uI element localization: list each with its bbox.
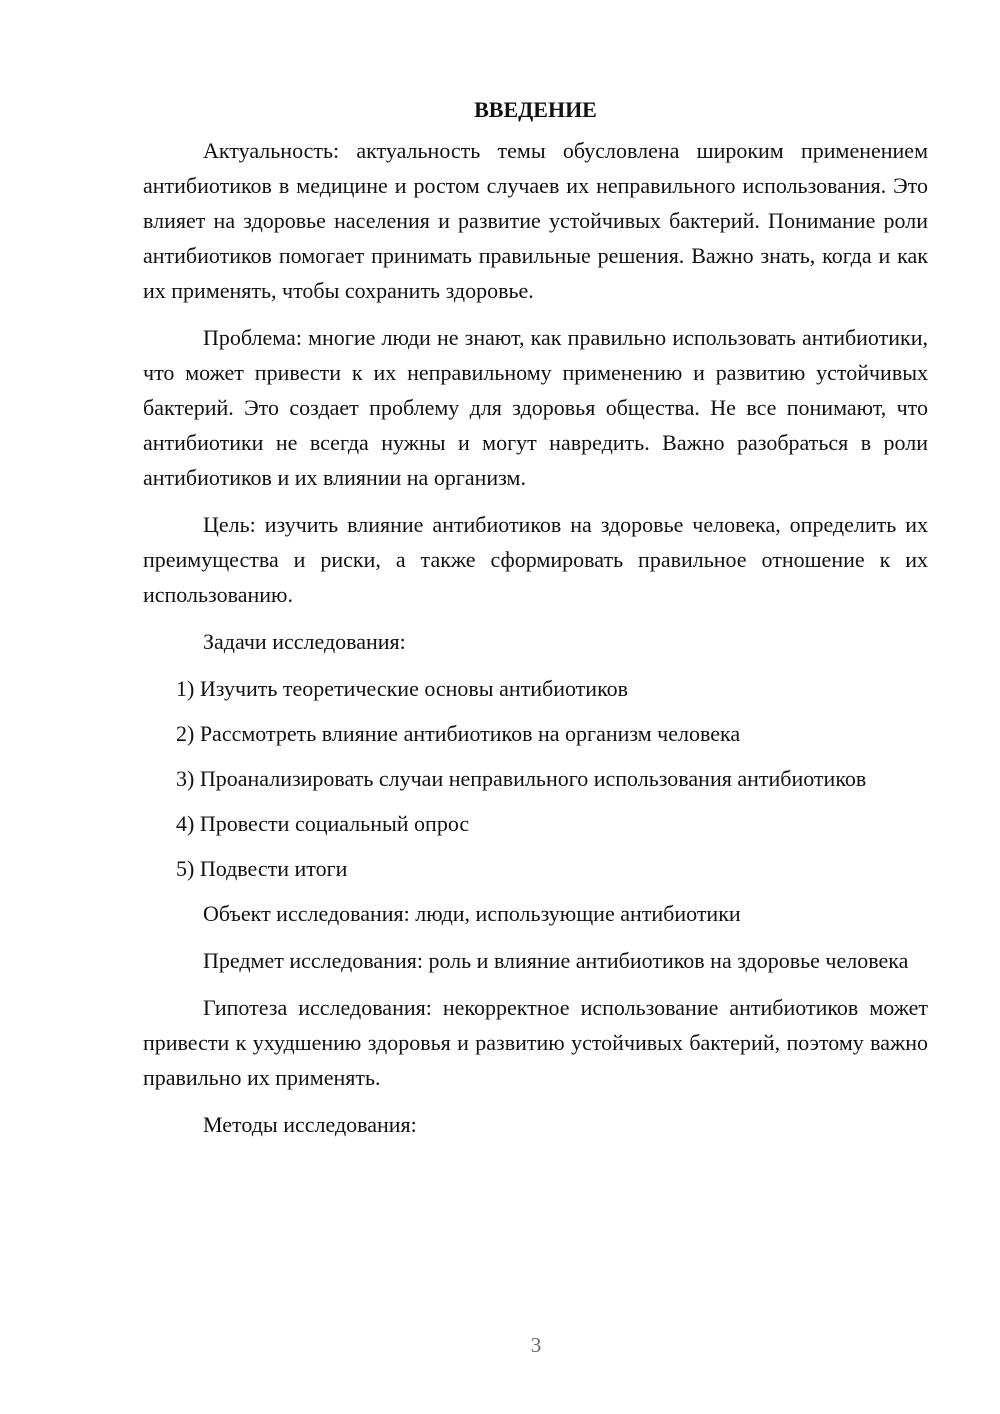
task-item: 3) Проанализировать случаи неправильного использования антибиотиков xyxy=(176,766,867,791)
task-item: 4) Провести социальный опрос xyxy=(176,811,470,836)
goal-paragraph: Цель: изучить влияние антибиотиков на здоровье человека, определить их преимущества и риски, а также сформировать правильное отношение к их использованию. xyxy=(143,512,928,607)
page-number: 3 xyxy=(530,1333,542,1357)
task-item: 1) Изучить теоретические основы антибиотиков xyxy=(176,676,629,701)
object-paragraph: Объект исследования: люди, использующие антибиотики xyxy=(203,901,741,926)
methods-paragraph: Методы исследования: xyxy=(203,1112,417,1137)
problem-paragraph: Проблема: многие люди не знают, как правильно использовать антибиотики, что может привести к их неправильному применению и развитию устойчивых бактерий. Это создает проблему для здоровья общества. Не все понимают, что антибиотики не всегда нужны и могут навредить. Важно разобраться в роли антибиотиков и их влиянии на организм. xyxy=(143,325,928,490)
section-heading: ВВЕДЕНИЕ xyxy=(474,97,597,122)
document-page xyxy=(143,92,928,1154)
hypothesis-paragraph: Гипотеза исследования: некорректное использование антибиотиков может привести к ухудшению здоровья и развитию устойчивых бактерий, поэтому важно правильно их применять. xyxy=(143,995,928,1090)
tasks-list xyxy=(143,671,928,886)
task-item: 5) Подвести итоги xyxy=(176,856,348,881)
subject-paragraph: Предмет исследования: роль и влияние антибиотиков на здоровье человека xyxy=(203,948,909,973)
relevance-paragraph: Актуальность: актуальность темы обусловлена широким применением антибиотиков в медицине и ростом случаев их неправильного использования. Это влияет на здоровье населения и развитие устойчивых бактерий. Понимание роли антибиотиков помогает принимать правильные решения. Важно знать, когда и как их применять, чтобы сохранить здоровье. xyxy=(143,138,928,303)
task-item: 2) Рассмотреть влияние антибиотиков на организм человека xyxy=(176,721,741,746)
tasks-intro: Задачи исследования: xyxy=(203,629,406,654)
